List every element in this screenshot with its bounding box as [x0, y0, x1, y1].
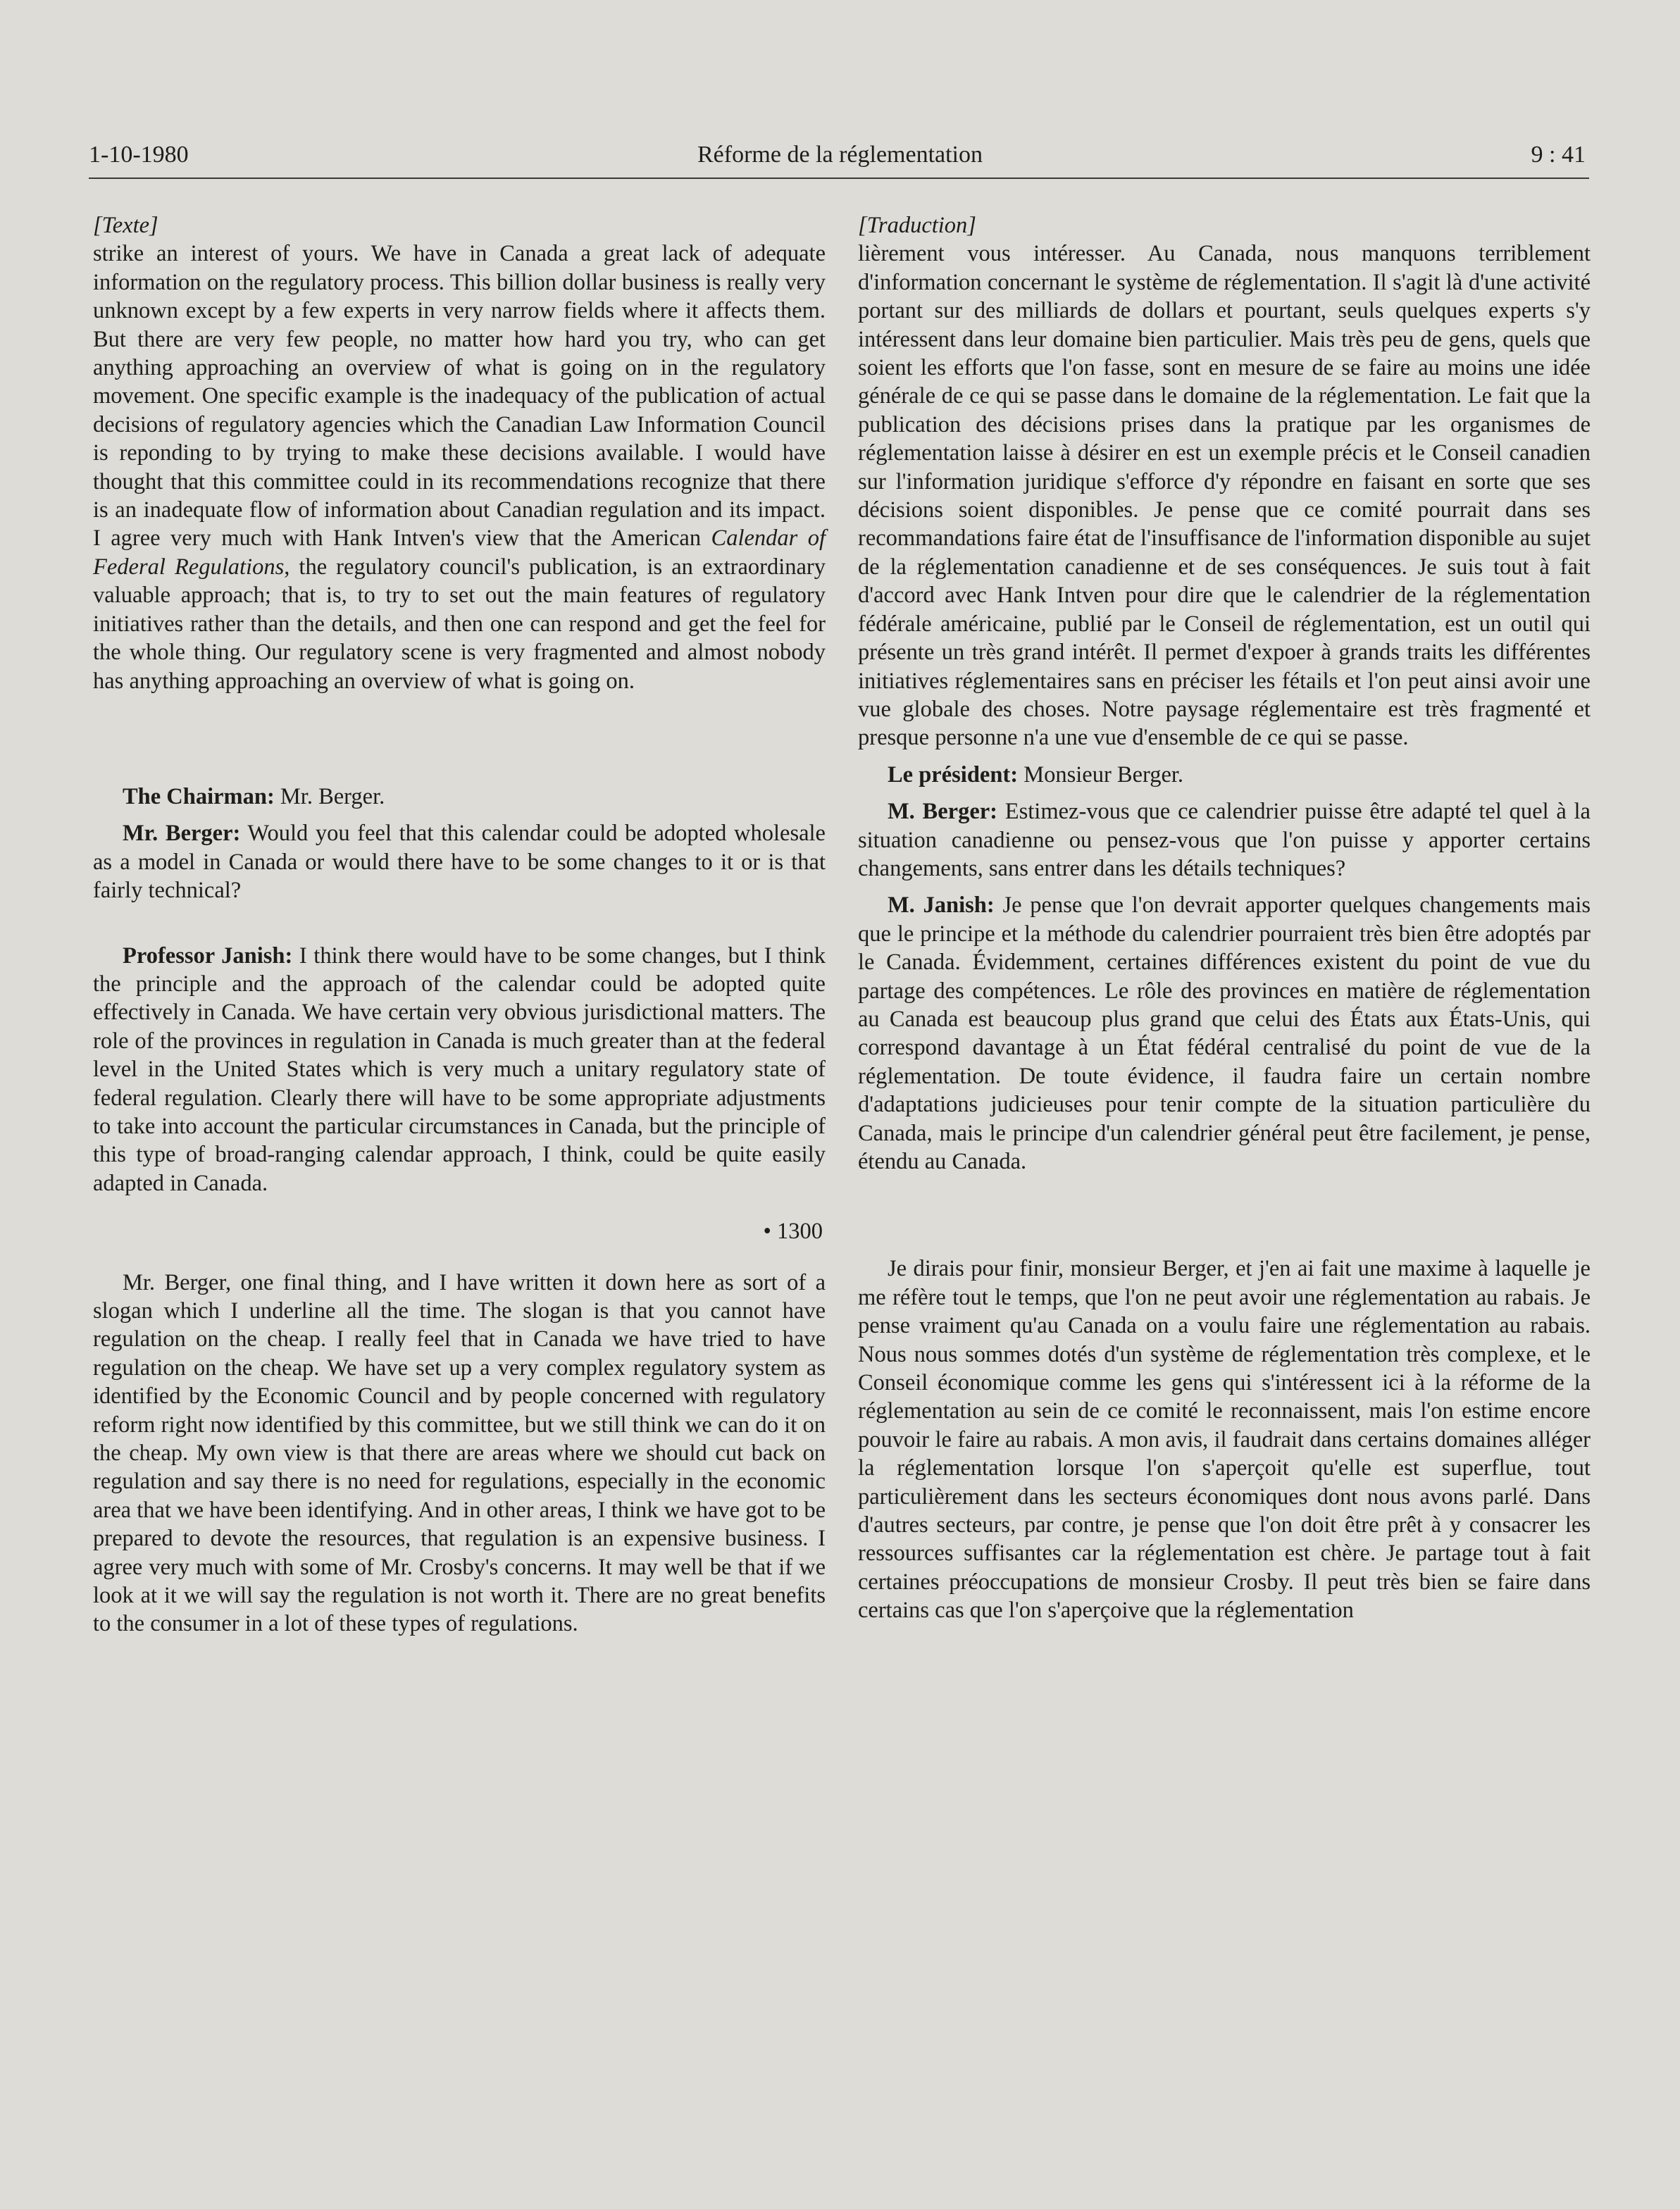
speaker-chairman: The Chairman: — [123, 783, 275, 809]
header-page-number: 9 : 41 — [1531, 142, 1586, 168]
french-column — [858, 211, 1591, 1625]
english-column — [93, 211, 826, 1638]
paragraph-final: Mr. Berger, one final thing, and I have written it down here as sort of a slogan which I underline all the time. The slogan is that you cannot have regulation on the cheap. I really feel that in Canada we have tried to have regulation on the cheap. We have set up a very complex regulatory system as identified by the Economic Council and by people concerned with regulatory reform right now identified by this committee, but we still think we can do it on the cheap. My own view is that there are areas where we should cut back on regulation and say there is no need for regulations, especially in the economic area that we have been identifying. And in other areas, I think we have got to be prepared to devote the resources, that regulation is an expensive business. I agree very much with some of Mr. Crosby's concerns. It may well be that if we look at it we will say the regulation is not worth it. There are no great benefits to the consumer in a lot of these types of regulations. — [93, 1269, 826, 1637]
speaker-berger: Mr. Berger: — [123, 821, 241, 847]
berger-question: Mr. Berger: Would you feel that this calendar could be adopted wholesale as a model in Canada or would there have to be some changes to it or is that fairly technical? — [93, 821, 826, 904]
speaker-berger-fr: M. Berger: — [888, 799, 998, 825]
chairman-line: The Chairman: Mr. Berger. — [123, 783, 385, 809]
time-marker: • 1300 — [763, 1219, 823, 1245]
paragraph-information: strike an interest of yours. We have in Canada a great lack of adequate information on the regulatory process. This billion dollar business is really very unknown except by a few experts in very narrow fields where it affects them. But there are very few people, no matter how hard you try, who can get anything approaching an overview of what is going on in the regulatory movement. One specific example is the inadequacy of the publication of actual decisions of regulatory agencies which the Canadian Law Information Council is reponding to by trying to make these decisions available. I would have thought that this committee could in its recommendations recognize that there is an inadequate flow of information about Canadian regulation and its impact. I agree very much with Hank Intven's view that the American Calendar of Federal Regulations, the regulatory council's publication, is an extraordinary valuable approach; that is, to try to set out the main features of regulatory initiatives rather than the details, and then one can respond and get the feel for the whole thing. Our regulatory scene is very fragmented and almost nobody has anything approaching an overview of what is going on. — [93, 241, 826, 694]
paragraph-final-fr: Je dirais pour finir, monsieur Berger, et j'en ai fait une maxime à laquelle je me réfère tout le temps, que l'on ne peut avoir une réglementation au rabais. Je pense vraiment qu'au Canada on a voulu faire une réglementation au rabais. Nous nous sommes dotés d'un système de réglementation très complexe, et le Conseil économique comme les gens qui s'intéressent ici à la réforme de la réglementation au sein de ce comité le reconnaissent, mais l'on estime encore pouvoir le faire au rabais. A mon avis, il faudrait dans certains domaines alléger la réglementation lorsque l'on s'aperçoit qu'elle est superflue, tout particulièrement dans les secteurs économiques dont nous avons parlé. Dans d'autres secteurs, par contre, je pense que l'on doit être prêt à y consacrer les ressources suffisantes car la réglementation est chère. Je partage tout à fait certaines préoccupations de monsieur Crosby. Il peut très bien se faire dans certains cas que l'on s'aperçoive que la réglementation — [858, 1256, 1591, 1624]
janish-answer: Professor Janish: I think there would have to be some changes, but I think the principle and the approach of the calendar could be adopted quite effectively in Canada. We have certain very obvious jurisdictional matters. The role of the provinces in regulation in Canada is much greater than at the federal level in the United States which is very much a unitary regulatory state of federal regulation. Clearly there will have to be some appropriate adjustments to take into account the particular circumstances in Canada, but the principle of this type of broad-ranging calendar approach, I think, could be quite easily adapted in Canada. — [93, 942, 826, 1196]
janish-answer-fr: M. Janish: Je pense que l'on devrait apporter quelques changements mais que le principe et la méthode du calendrier pourraient très bien être adoptés par le Canada. Évidemment, certaines différences existent du point de vue du partage des compétences. Le rôle des provinces en matière de réglementation au Canada est beaucoup plus grand que celui des États aux États-Unis, qui correspond davantage à un État fédéral centralisé du point de vue de la réglementation. De toute évidence, il faudra faire un certain nombre d'adaptations judicieuses pour tenir compte de la situation particulière du Canada, mais le principe d'un calendrier général peut être facilement, je pense, étendu au Canada. — [858, 892, 1591, 1174]
berger-question-fr: M. Berger: Estimez-vous que ce calendrier puisse être adapté tel quel à la situation canadienne ou pensez-vous que l'on puisse y apporter certains changements, sans entrer dans les détails techniques? — [858, 799, 1591, 881]
translation-marker: [Traduction] — [858, 213, 976, 238]
header-date: 1-10-1980 — [89, 142, 189, 168]
header-title: Réforme de la réglementation — [697, 142, 983, 168]
header-rule — [89, 178, 1589, 179]
calendar-title: Calendar of Federal Regulations — [93, 525, 826, 580]
speaker-chairman-fr: Le président: — [888, 761, 1019, 788]
paragraph-information-fr: lièrement vous intéresser. Au Canada, nous manquons terriblement d'information concernant le système de réglementation. Il s'agit là d'une activité portant sur des milliards de dollars et pourtant, seuls quelques experts s'y intéressent dans leur domaine bien particulier. Mais très peu de gens, quels que soient les efforts que l'on fasse, sont en mesure de se faire au moins une idée générale de ce qui se passe dans le domaine de la réglementation. Le fait que la publication des décisions prises dans la pratique par les organismes de réglementation laisse à désirer en est un exemple précis et le Conseil canadien sur l'information juridique s'efforce d'y répondre en faisant en sorte que ses décisions soient disponibles. Je pense que ce comité pourrait dans ses recommandations faire état de l'insuffisance de l'information disponible au sujet de la réglementation canadienne et de ses conséquences. Je suis tout à fait d'accord avec Hank Intven pour dire que le calendrier de la réglementation fédérale américaine, publié par le Conseil de réglementation, est un outil qui présente un très grand intérêt. Il permet d'expoer à grands traits les différentes initiatives réglementaires sans en préciser les fétails et l'on peut ainsi avoir une vue globale des choses. Notre paysage réglementaire est très fragmenté et presque personne n'a une vue d'ensemble de ce qui se passe. — [858, 241, 1591, 751]
chairman-line-fr: Le président: Monsieur Berger. — [888, 761, 1184, 788]
text-marker: [Texte] — [93, 213, 158, 238]
speaker-janish-fr: M. Janish: — [888, 892, 995, 919]
speaker-janish: Professor Janish: — [123, 942, 293, 969]
